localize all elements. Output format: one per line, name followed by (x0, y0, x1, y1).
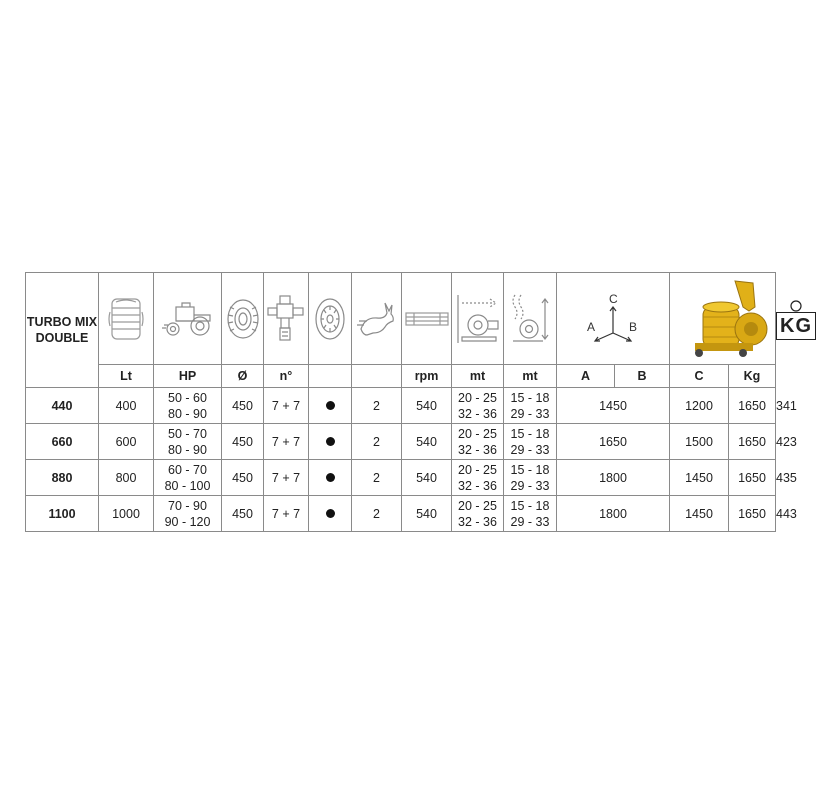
hp-line: 70 - 90 (168, 498, 207, 513)
rpm-cell: 540 (402, 424, 452, 460)
mt1-line: 20 - 25 (458, 462, 497, 477)
unit-lt: Lt (99, 365, 154, 388)
rpm-cell: 540 (402, 496, 452, 532)
hp-cell (154, 388, 222, 424)
unit-rpm: rpm (402, 365, 452, 388)
unit-kg: Kg (729, 365, 776, 388)
lt-cell: 1000 (99, 496, 154, 532)
dimension-icon-cell (557, 273, 670, 365)
disc-icon (313, 296, 347, 342)
hp-cell (154, 496, 222, 532)
disc-cell (309, 424, 352, 460)
mt1-cell (452, 460, 504, 496)
mt1-cell (452, 496, 504, 532)
hp-cell (154, 424, 222, 460)
fan-height-icon (507, 291, 553, 347)
lt-cell: 600 (99, 424, 154, 460)
unit-diameter: Ø (222, 365, 264, 388)
rpm-cell: 540 (402, 388, 452, 424)
dimension-axes-icon (585, 291, 641, 347)
rabbit-icon-cell (352, 273, 402, 365)
unit-disc (309, 365, 352, 388)
unit-a: A (557, 365, 615, 388)
tractor-icon (160, 301, 216, 337)
tank-icon (106, 296, 146, 342)
mt2-line: 29 - 33 (510, 514, 550, 529)
diameter-cell: 450 (222, 388, 264, 424)
unit-mt2: mt (504, 365, 557, 388)
n-cell: 7 + 7 (264, 424, 309, 460)
model-title (26, 273, 99, 388)
table-row: 440 400 50 - 60 80 - 90 450 7 + 7 2 540 20 - 25 32 - 36 15 - 18 29 - 33 1450 1200 1650 341 (26, 388, 776, 424)
fan-height-icon-cell (504, 273, 557, 365)
mt2-cell (504, 424, 557, 460)
c-cell: 1650 (729, 424, 776, 460)
table-row: 880 800 60 - 70 80 - 100 450 7 + 7 2 540 20 - 25 32 - 36 15 - 18 29 - 33 1800 1450 1650 435 (26, 460, 776, 496)
icon-row (26, 273, 776, 365)
speeds-cell: 2 (352, 424, 402, 460)
n-cell: 7 + 7 (264, 460, 309, 496)
unit-hp: HP (154, 365, 222, 388)
hp-line: 60 - 70 (168, 462, 207, 477)
a-cell: 1800 (557, 460, 670, 496)
mt1-line: 20 - 25 (458, 390, 497, 405)
mt2-line: 15 - 18 (510, 462, 550, 477)
mt1-cell (452, 388, 504, 424)
disc-cell (309, 496, 352, 532)
n-cell: 7 + 7 (264, 388, 309, 424)
mt1-line: 32 - 36 (458, 442, 497, 457)
b-cell: 1500 (670, 424, 729, 460)
c-cell: 1650 (729, 388, 776, 424)
valve-icon (266, 294, 306, 344)
mt2-line: 15 - 18 (510, 390, 550, 405)
diameter-cell: 450 (222, 424, 264, 460)
a-cell: 1800 (557, 496, 670, 532)
tire-icon-cell (222, 273, 264, 365)
diameter-cell: 450 (222, 460, 264, 496)
b-cell: 1450 (670, 496, 729, 532)
pto-shaft-icon (404, 306, 450, 332)
model-title-line2: DOUBLE (35, 331, 89, 345)
table-row: 1100 1000 70 - 90 90 - 120 450 7 + 7 2 540 20 - 25 32 - 36 15 - 18 29 - 33 1800 1450 1650 443 (26, 496, 776, 532)
speeds-cell: 2 (352, 460, 402, 496)
mt1-line: 32 - 36 (458, 514, 497, 529)
mt2-line: 29 - 33 (510, 406, 550, 421)
bullet-dot (326, 509, 335, 518)
c-cell: 1650 (729, 460, 776, 496)
fan-range-icon (454, 293, 502, 345)
tank-icon-cell (99, 273, 154, 365)
model-title-line1: TURBO MIX (26, 315, 98, 329)
unit-n: n° (264, 365, 309, 388)
dimension-label-a: A (587, 319, 596, 334)
mt1-line: 20 - 25 (458, 498, 497, 513)
speeds-cell: 2 (352, 496, 402, 532)
model-cell: 880 (26, 460, 99, 496)
speeds-cell: 2 (352, 388, 402, 424)
disc-cell (309, 460, 352, 496)
fan-range-icon-cell (452, 273, 504, 365)
mt2-line: 29 - 33 (510, 442, 550, 457)
dimension-label-b: B (629, 319, 638, 334)
unit-mt1: mt (452, 365, 504, 388)
model-cell: 440 (26, 388, 99, 424)
b-cell: 1450 (670, 460, 729, 496)
hp-cell (154, 460, 222, 496)
b-cell: 1200 (670, 388, 729, 424)
table-row: 660 600 50 - 70 80 - 90 450 7 + 7 2 540 20 - 25 32 - 36 15 - 18 29 - 33 1650 1500 1650 423 (26, 424, 776, 460)
tire-icon (224, 297, 262, 341)
diameter-cell: 450 (222, 496, 264, 532)
valve-icon-cell (264, 273, 309, 365)
model-cell: 660 (26, 424, 99, 460)
disc-cell (309, 388, 352, 424)
weight-label: KG (776, 312, 816, 340)
mt2-cell (504, 388, 557, 424)
unit-row (26, 365, 776, 388)
sprayer-photo-icon (673, 277, 773, 361)
a-cell: 1650 (557, 424, 670, 460)
bullet-dot (326, 437, 335, 446)
sprayer-photo-cell (670, 273, 776, 365)
rpm-cell: 540 (402, 460, 452, 496)
hp-line: 80 - 100 (164, 478, 211, 493)
spec-table (25, 272, 812, 532)
mt1-line: 32 - 36 (458, 406, 497, 421)
disc-icon-cell (309, 273, 352, 365)
mt2-line: 15 - 18 (510, 426, 550, 441)
bullet-dot (326, 401, 335, 410)
hp-line: 80 - 90 (168, 442, 207, 457)
pto-icon-cell (402, 273, 452, 365)
bullet-dot (326, 473, 335, 482)
hp-line: 80 - 90 (168, 406, 207, 421)
lt-cell: 800 (99, 460, 154, 496)
lt-cell: 400 (99, 388, 154, 424)
n-cell: 7 + 7 (264, 496, 309, 532)
hp-line: 90 - 120 (164, 514, 211, 529)
unit-b: B (615, 365, 670, 388)
mt1-cell (452, 424, 504, 460)
mt1-line: 20 - 25 (458, 426, 497, 441)
dimension-label-c: C (609, 291, 618, 306)
hp-line: 50 - 70 (168, 426, 207, 441)
a-cell: 1450 (557, 388, 670, 424)
mt2-cell (504, 460, 557, 496)
weight-icon (776, 298, 816, 340)
unit-speeds (352, 365, 402, 388)
mt2-cell (504, 496, 557, 532)
tractor-icon-cell (154, 273, 222, 365)
rabbit-speed-icon (357, 299, 397, 339)
mt2-line: 29 - 33 (510, 478, 550, 493)
unit-c: C (670, 365, 729, 388)
mt2-line: 15 - 18 (510, 498, 550, 513)
c-cell: 1650 (729, 496, 776, 532)
model-cell: 1100 (26, 496, 99, 532)
hp-line: 50 - 60 (168, 390, 207, 405)
mt1-line: 32 - 36 (458, 478, 497, 493)
